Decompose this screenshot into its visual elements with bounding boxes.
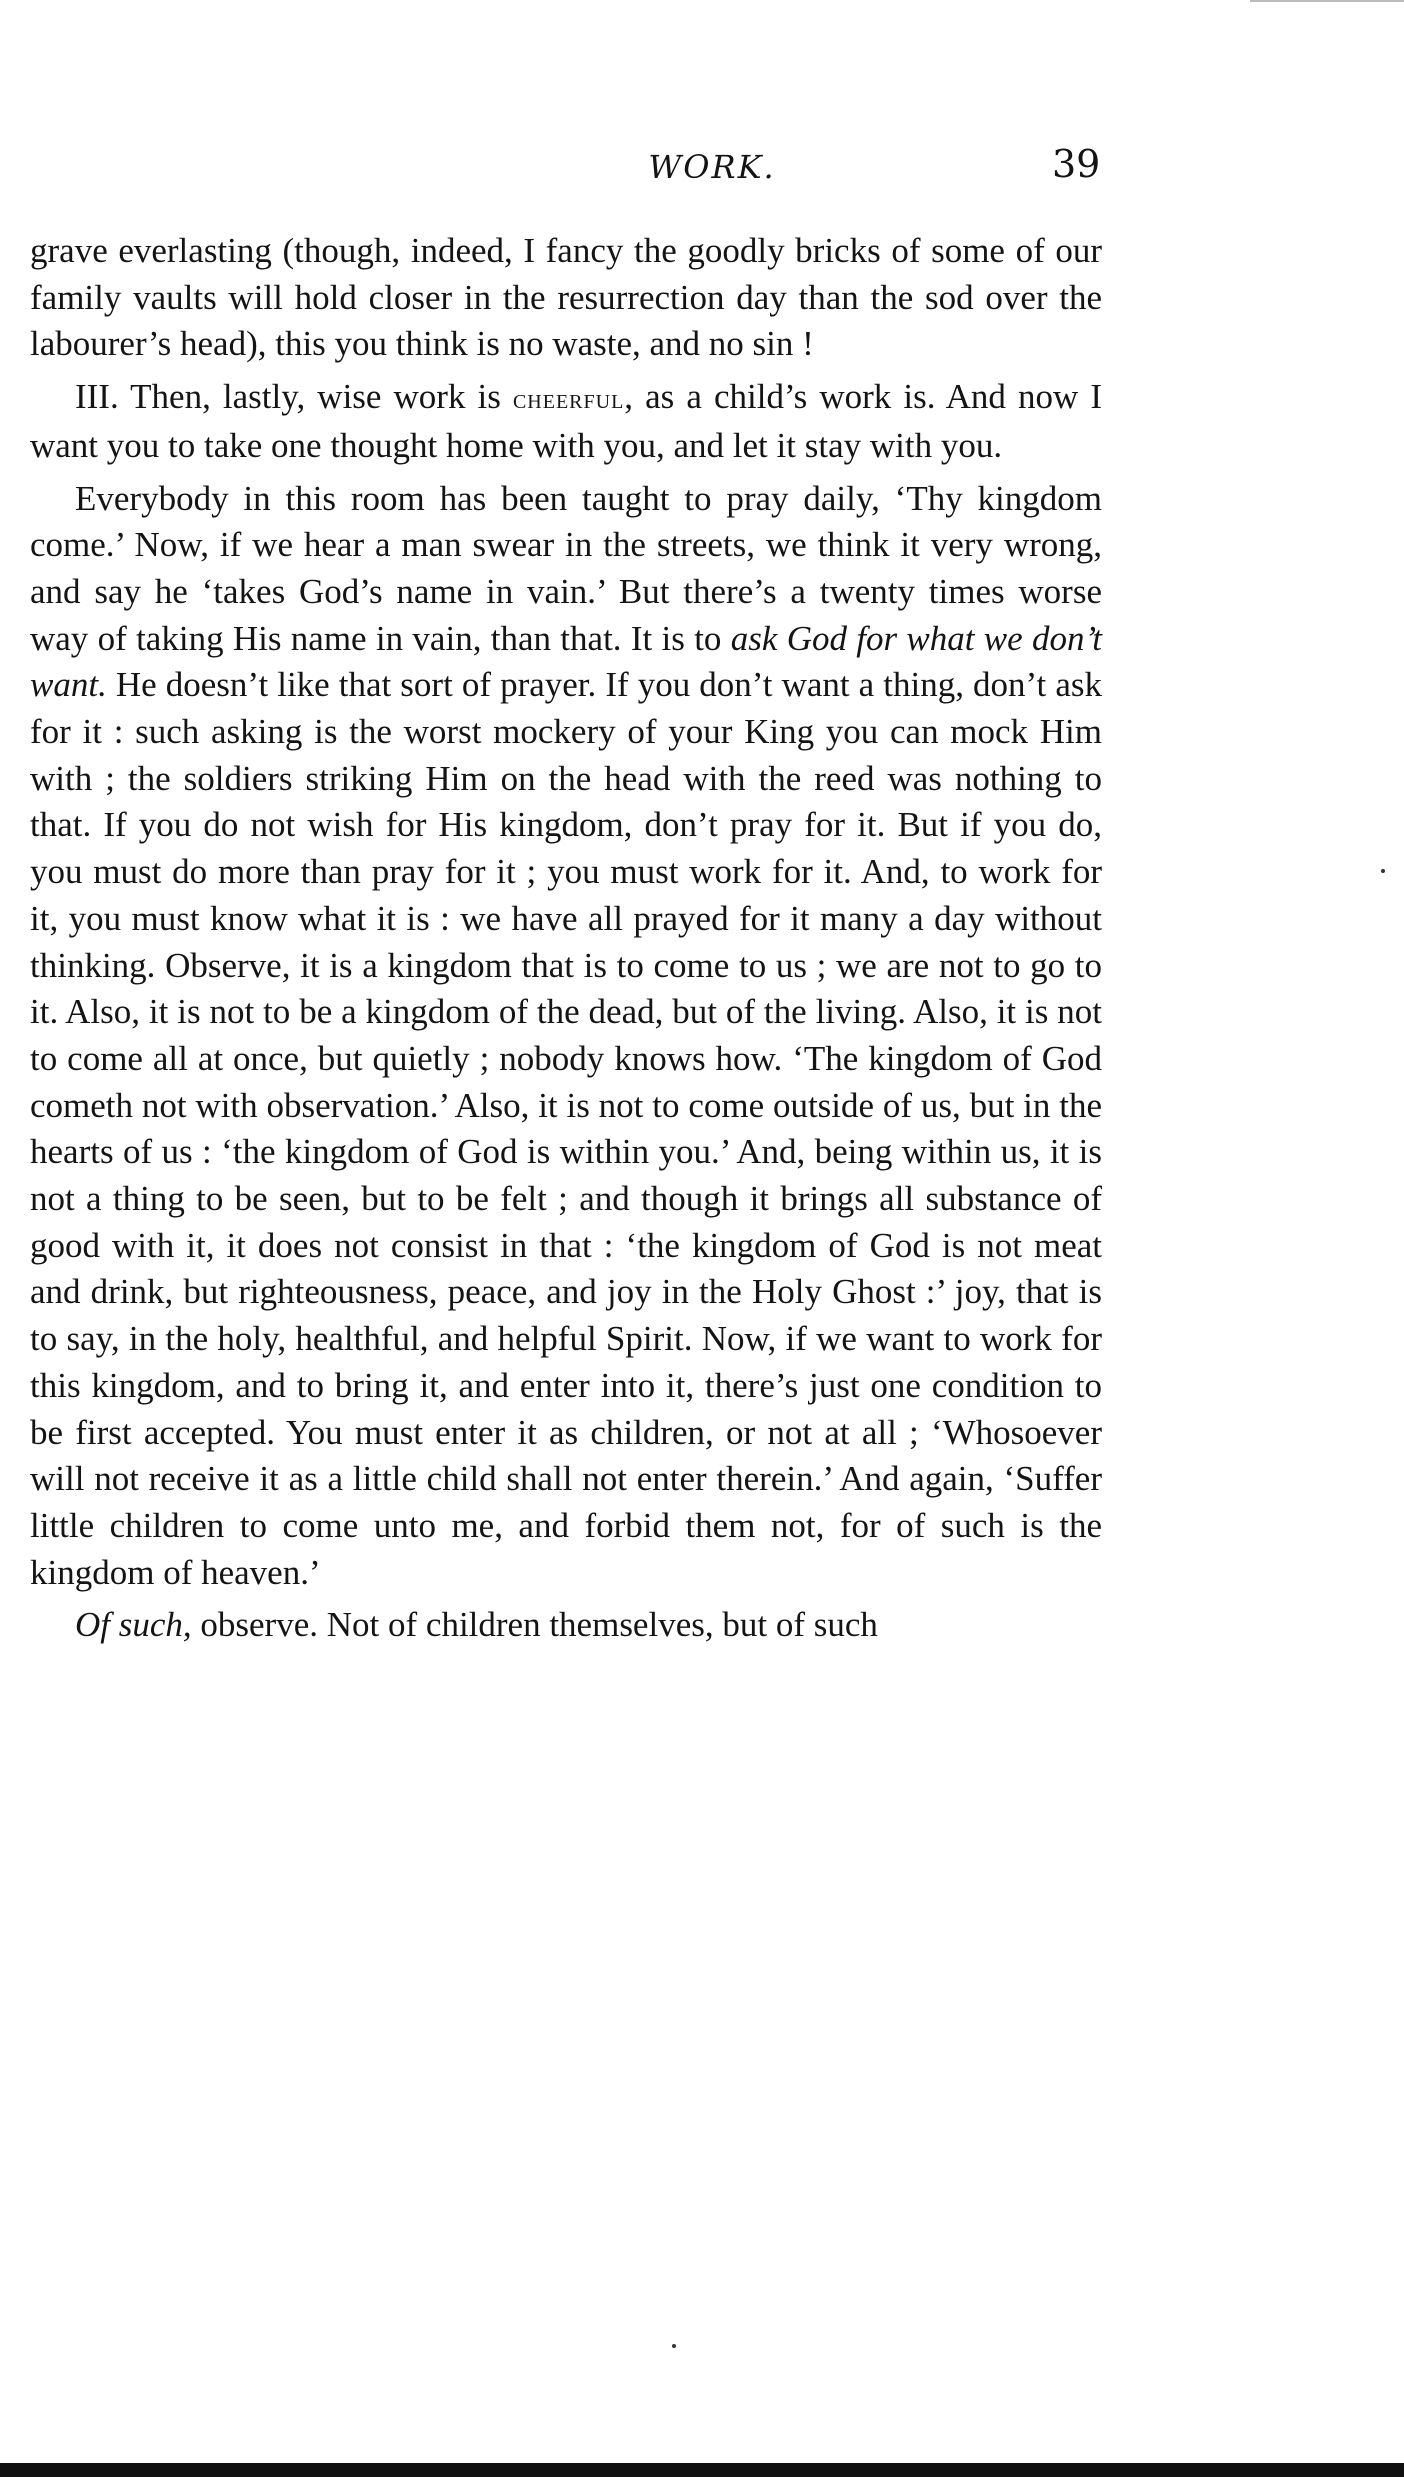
scan-bottom-edge (0, 2463, 1404, 2477)
text-segment: cheerful (512, 383, 625, 416)
scan-edge-line (1250, 0, 1404, 2)
print-speck (672, 2344, 676, 2348)
page-header (0, 142, 1404, 198)
paragraph-4 (30, 1602, 1102, 1649)
page-number: 39 (1052, 142, 1101, 186)
text-segment: III. Then, lastly, wise work is (75, 377, 513, 417)
running-head: WORK. (648, 148, 776, 186)
body-text (30, 228, 1102, 1655)
text-segment: He doesn’t like that sort of prayer. If you don’t want a thing, don’t ask for it : such asking is the worst mockery of your King you can mock Him with ; the soldiers striking Him on the head with the reed was nothing to that. If you do not wish for His kingdom, don’t pray for it. But if you do, you must do more than pray for it ; you must work for it. And, to work for it, you must know what it is : we have all prayed for it many a day without thinking. Observe, it is a kingdom that is to come to us ; we are not to go to it. Also, it is not to be a kingdom of the dead, but of the living. Also, it is not to come all at once, but quietly ; nobody knows how. ‘The kingdom of God cometh not with observation.’ Also, it is not to come outside of us, but in the hearts of us : ‘the kingdom of God is within you.’ And, being within us, it is not a thing to be seen, but to be felt ; and though it brings all substance of good with it, it does not consist in that : ‘the kingdom of God is not meat and drink, but righteousness, peace, and joy in the Holy Ghost :’ joy, that is to say, in the holy, healthful, and helpful Spirit. Now, if we want to work for this kingdom, and to bring it, and enter into it, there’s just one condition to be first accepted. You must enter it as children, or not at all ; ‘Whosoever will not receive it as a little child shall not enter therein.’ And again, ‘Suffer little children to come unto me, and forbid them not, for of such is the kingdom of heaven.’ (30, 665, 1102, 1592)
paragraph-1 (30, 228, 1102, 368)
text-segment: , as a child’s work is. And now I want you to take one thought home with you, and let it stay with you. (30, 377, 1102, 465)
paragraph-3 (30, 476, 1102, 1597)
text-segment: grave everlasting (though, indeed, I fancy the goodly bricks of some of our family vaults will hold closer in the resurrection day than the sod over the labourer’s head), this you think is no waste, and no sin ! (30, 231, 1102, 364)
print-speck (1381, 869, 1385, 873)
paragraph-2 (30, 374, 1102, 469)
text-segment: ask God for what we don’t want. (30, 618, 1102, 705)
text-segment: Everybody in this room has been taught to pray daily, ‘Thy kingdom come.’ Now, if we hear a man swear in the streets, we think it very wrong, and say he ‘takes God’s name in vain.’ But there’s a twenty times worse way of taking His name in vain, than that. It is to (30, 478, 1102, 658)
text-segment: Of such, (75, 1605, 192, 1645)
text-segment: observe. Not of children themselves, but of such (191, 1605, 878, 1645)
